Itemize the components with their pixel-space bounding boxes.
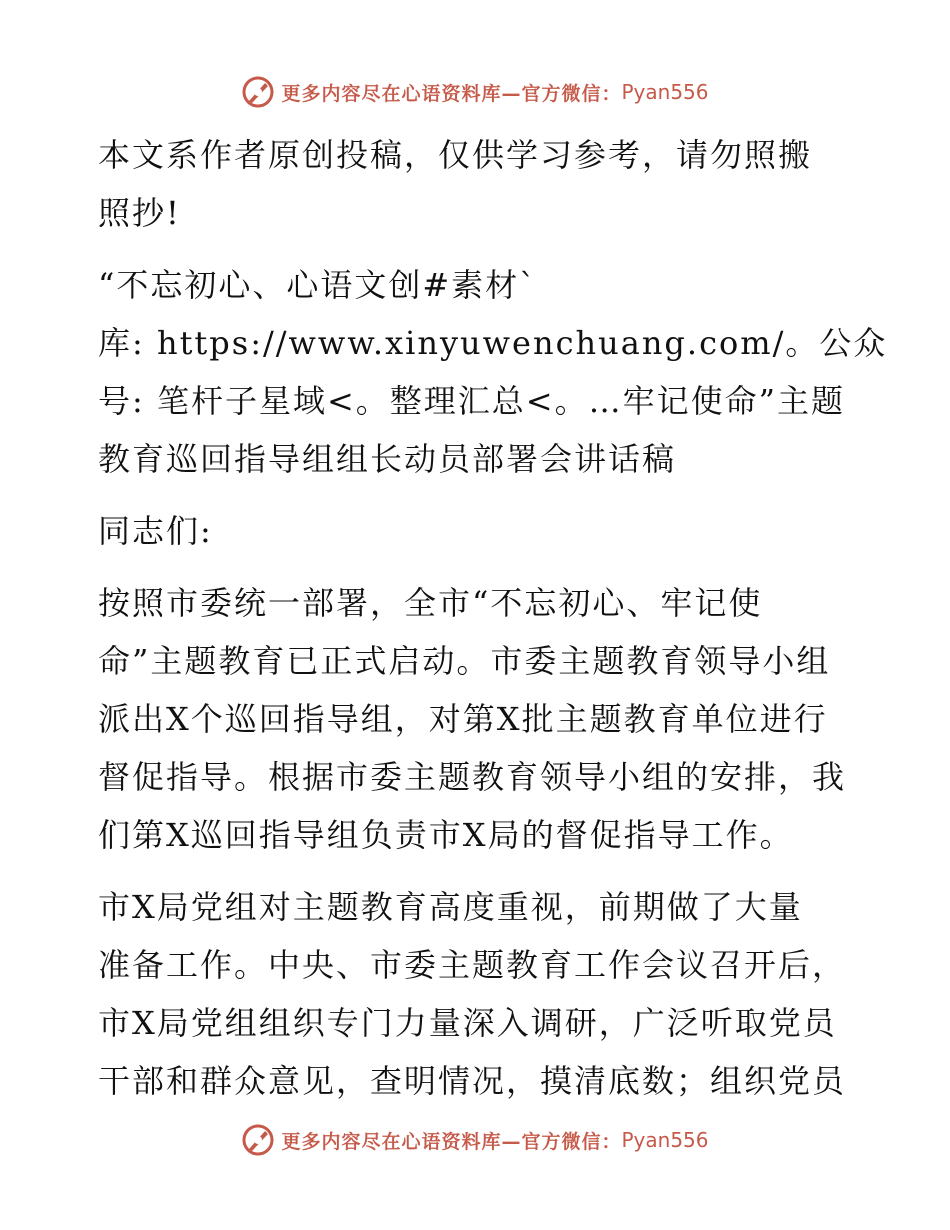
quill-logo-icon xyxy=(241,1123,275,1157)
paragraph-title xyxy=(98,256,888,488)
text-line: 同志们: xyxy=(98,512,213,550)
watermark-text: 更多内容尽在心语资料库—官方微信： xyxy=(281,1130,622,1153)
text-line: 干部和群众意见，查明情况，摸清底数；组织党员 xyxy=(98,1062,847,1100)
text-line: 库: https://www.xinyuwenchuang.com/。公众 xyxy=(98,324,888,362)
text-line: 们第X巡回指导组负责市X局的督促指导工作。 xyxy=(98,816,794,854)
text-line: 照抄! xyxy=(98,194,181,232)
paragraph-salutation xyxy=(98,502,858,560)
quill-logo-icon xyxy=(241,75,275,109)
text-line: 教育巡回指导组组长动员部署会讲话稿 xyxy=(98,440,677,478)
paragraph-deployment xyxy=(98,574,858,864)
text-line: 市X局党组组织专门力量深入调研，广泛听取党员 xyxy=(98,1004,837,1042)
text-line: 派出X个巡回指导组，对第X批主题教育单位进行 xyxy=(98,700,828,738)
text-line: 命”主题教育已正式启动。市委主题教育领导小组 xyxy=(98,642,831,680)
text-line: “不忘初心、心语文创#素材` xyxy=(98,266,538,304)
text-line: 号: 笔杆子星域<。整理汇总<。…牢记使命”主题 xyxy=(98,382,845,420)
text-line: 市X局党组对主题教育高度重视，前期做了大量 xyxy=(98,888,803,926)
text-line: 准备工作。中央、市委主题教育工作会议召开后， xyxy=(98,946,847,984)
watermark-wechat-id: Pyan556 xyxy=(621,1128,709,1152)
document-body xyxy=(98,126,888,1110)
text-line: 按照市委统一部署，全市“不忘初心、牢记使 xyxy=(98,584,763,622)
paragraph-preparation xyxy=(98,878,858,1110)
watermark-banner-bottom xyxy=(0,1118,950,1162)
text-line: 督促指导。根据市委主题教育领导小组的安排，我 xyxy=(98,758,847,796)
paragraph-disclaimer xyxy=(98,126,858,242)
watermark-wechat-id: Pyan556 xyxy=(621,80,709,104)
watermark-banner-top xyxy=(0,70,950,114)
watermark-text: 更多内容尽在心语资料库—官方微信： xyxy=(281,82,622,105)
text-line: 本文系作者原创投稿，仅供学习参考，请勿照搬 xyxy=(98,136,813,174)
